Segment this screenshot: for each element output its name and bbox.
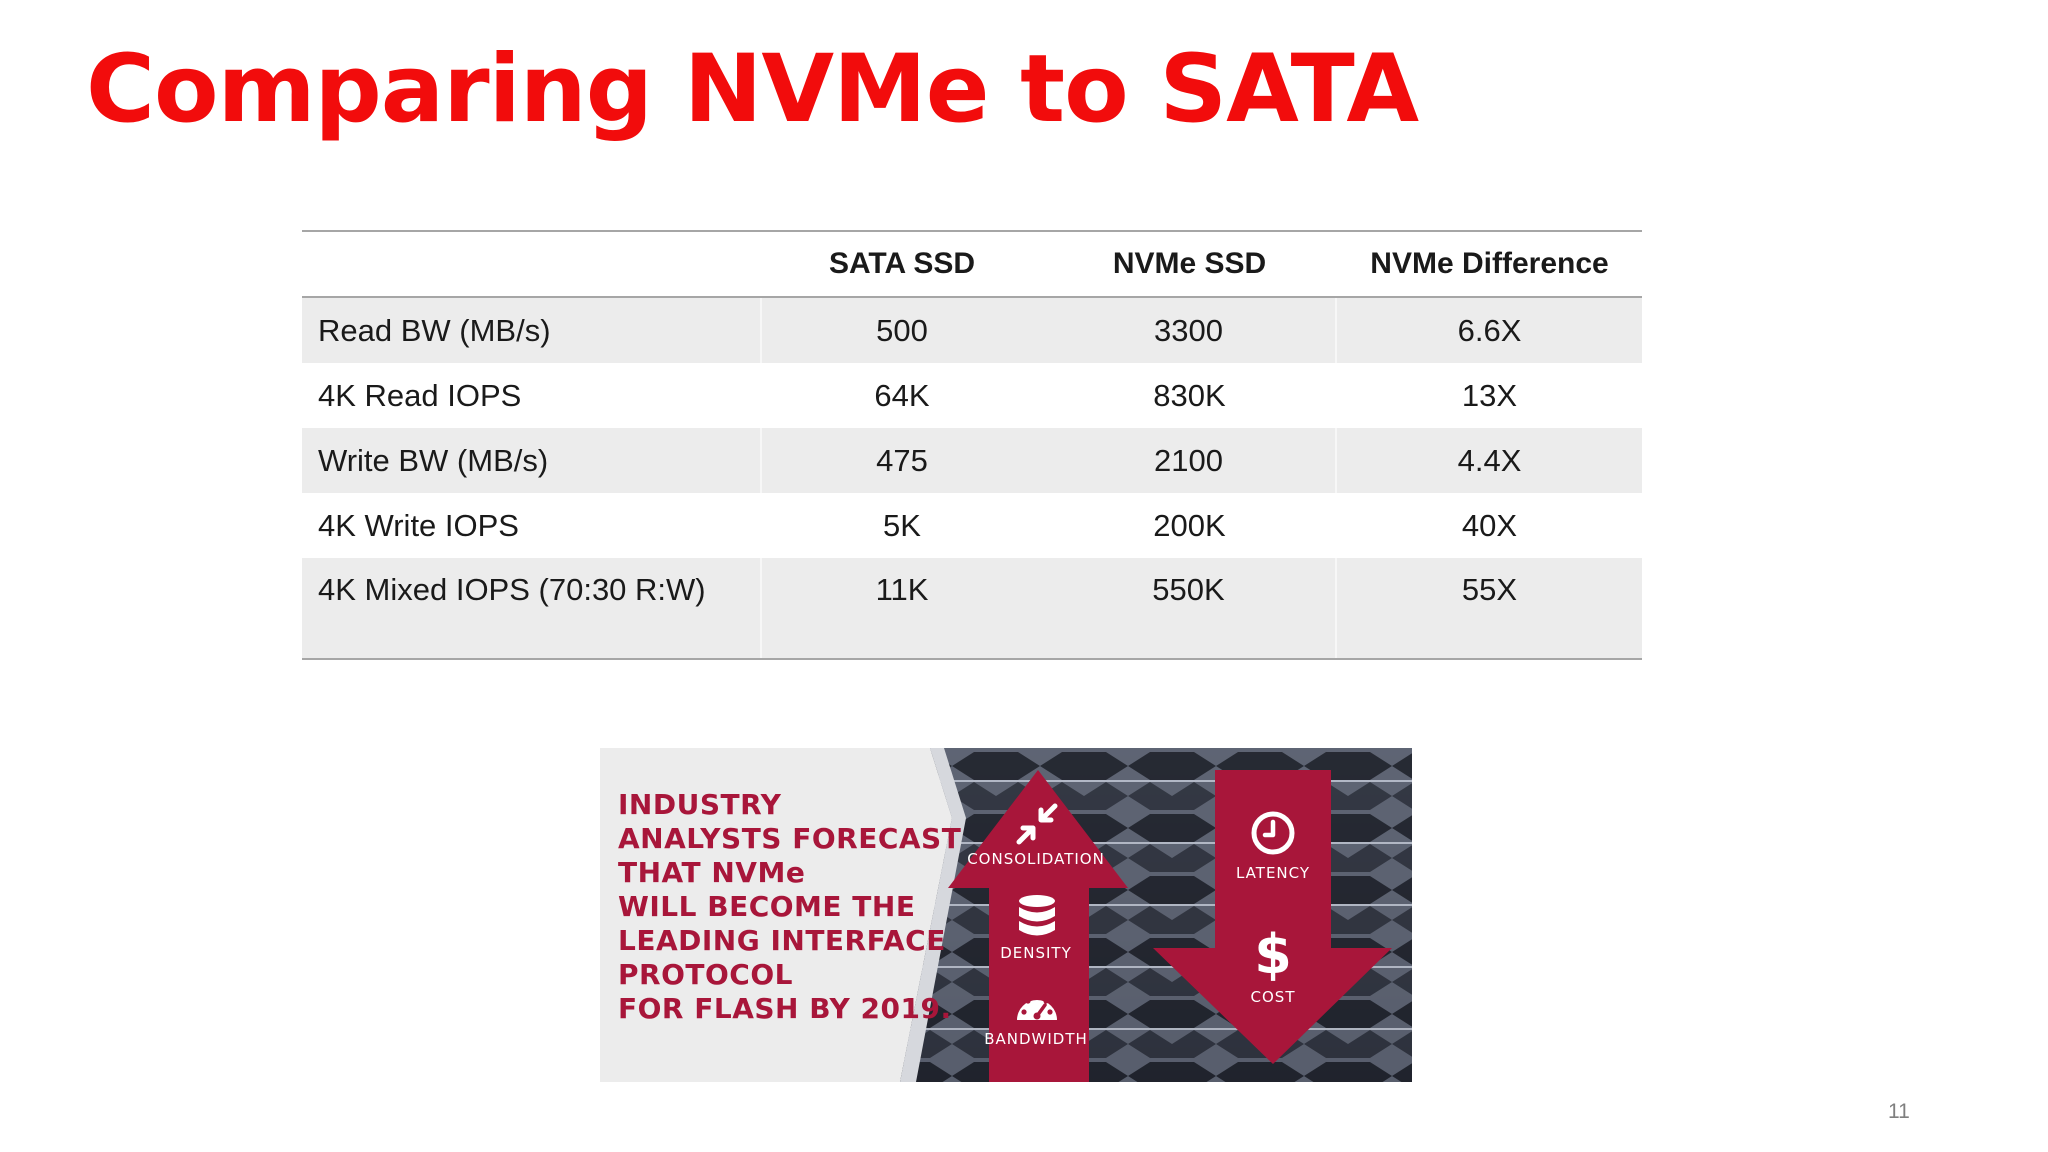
table-cell-metric: 4K Mixed IOPS (70:30 R:W) — [302, 558, 762, 658]
forecast-line: LEADING INTERFACE — [618, 924, 946, 957]
table-cell-difference: 13X — [1461, 377, 1518, 413]
page-number: 11 — [1888, 1100, 1910, 1123]
density-label: DENSITY — [1000, 944, 1072, 962]
latency-label: LATENCY — [1235, 864, 1311, 882]
forecast-line: ANALYSTS FORECAST — [618, 822, 962, 855]
database-icon — [1017, 894, 1057, 940]
table-cell-difference: 4.4X — [1457, 442, 1522, 478]
table-cell-difference: 55X — [1461, 572, 1518, 607]
table-row — [302, 558, 1642, 658]
forecast-line: WILL BECOME THE — [618, 890, 916, 923]
table-row — [302, 493, 1642, 558]
table-cell-difference: 6.6X — [1457, 312, 1522, 348]
cost-label: COST — [1250, 988, 1296, 1006]
clock-icon — [1250, 810, 1296, 856]
table-cell-nvme: 200K — [1153, 507, 1226, 543]
compress-icon — [1015, 802, 1059, 846]
table-cell-metric: Read BW (MB/s) — [302, 298, 762, 363]
table-cell-nvme: 3300 — [1042, 298, 1337, 363]
table-cell-nvme: 830K — [1153, 377, 1226, 413]
table-header-cell: NVMe SSD — [1112, 247, 1267, 280]
table-cell-sata: 500 — [876, 312, 928, 348]
table-cell-sata: 64K — [874, 377, 930, 413]
table-cell-metric: 4K Write IOPS — [318, 507, 519, 543]
table-cell-difference: 40X — [1461, 507, 1518, 543]
table-header-row — [302, 232, 1642, 298]
slide-title: Comparing NVMe to SATA — [86, 35, 1419, 144]
forecast-text — [618, 788, 961, 1026]
table-cell-sata: 11K — [875, 572, 929, 607]
table-cell-metric: 4K Read IOPS — [318, 377, 522, 413]
table-cell-sata: 5K — [883, 507, 921, 543]
forecast-line: THAT NVMe — [618, 856, 806, 889]
table-cell-nvme: 2100 — [1042, 428, 1337, 493]
forecast-line: FOR FLASH BY 2019. — [618, 992, 952, 1025]
forecast-line: PROTOCOL — [618, 958, 793, 991]
table-row — [302, 428, 1642, 493]
table-row — [302, 298, 1642, 363]
table-header-cell — [302, 232, 762, 296]
consolidation-label: CONSOLIDATION — [967, 850, 1105, 868]
nvme-forecast-banner — [600, 748, 1412, 1082]
bandwidth-label: BANDWIDTH — [984, 1030, 1088, 1048]
table-cell-sata: 475 — [876, 442, 928, 478]
speedometer-icon — [1014, 988, 1060, 1024]
dollar-icon: $ — [1254, 923, 1292, 986]
table-header-cell: SATA SSD — [828, 247, 976, 280]
comparison-table — [302, 230, 1642, 660]
table-cell-nvme: 550K — [1042, 558, 1337, 658]
forecast-line: INDUSTRY — [618, 788, 782, 821]
table-row — [302, 363, 1642, 428]
table-cell-metric: Write BW (MB/s) — [302, 428, 762, 493]
table-header-cell: NVMe Difference — [1370, 247, 1609, 280]
